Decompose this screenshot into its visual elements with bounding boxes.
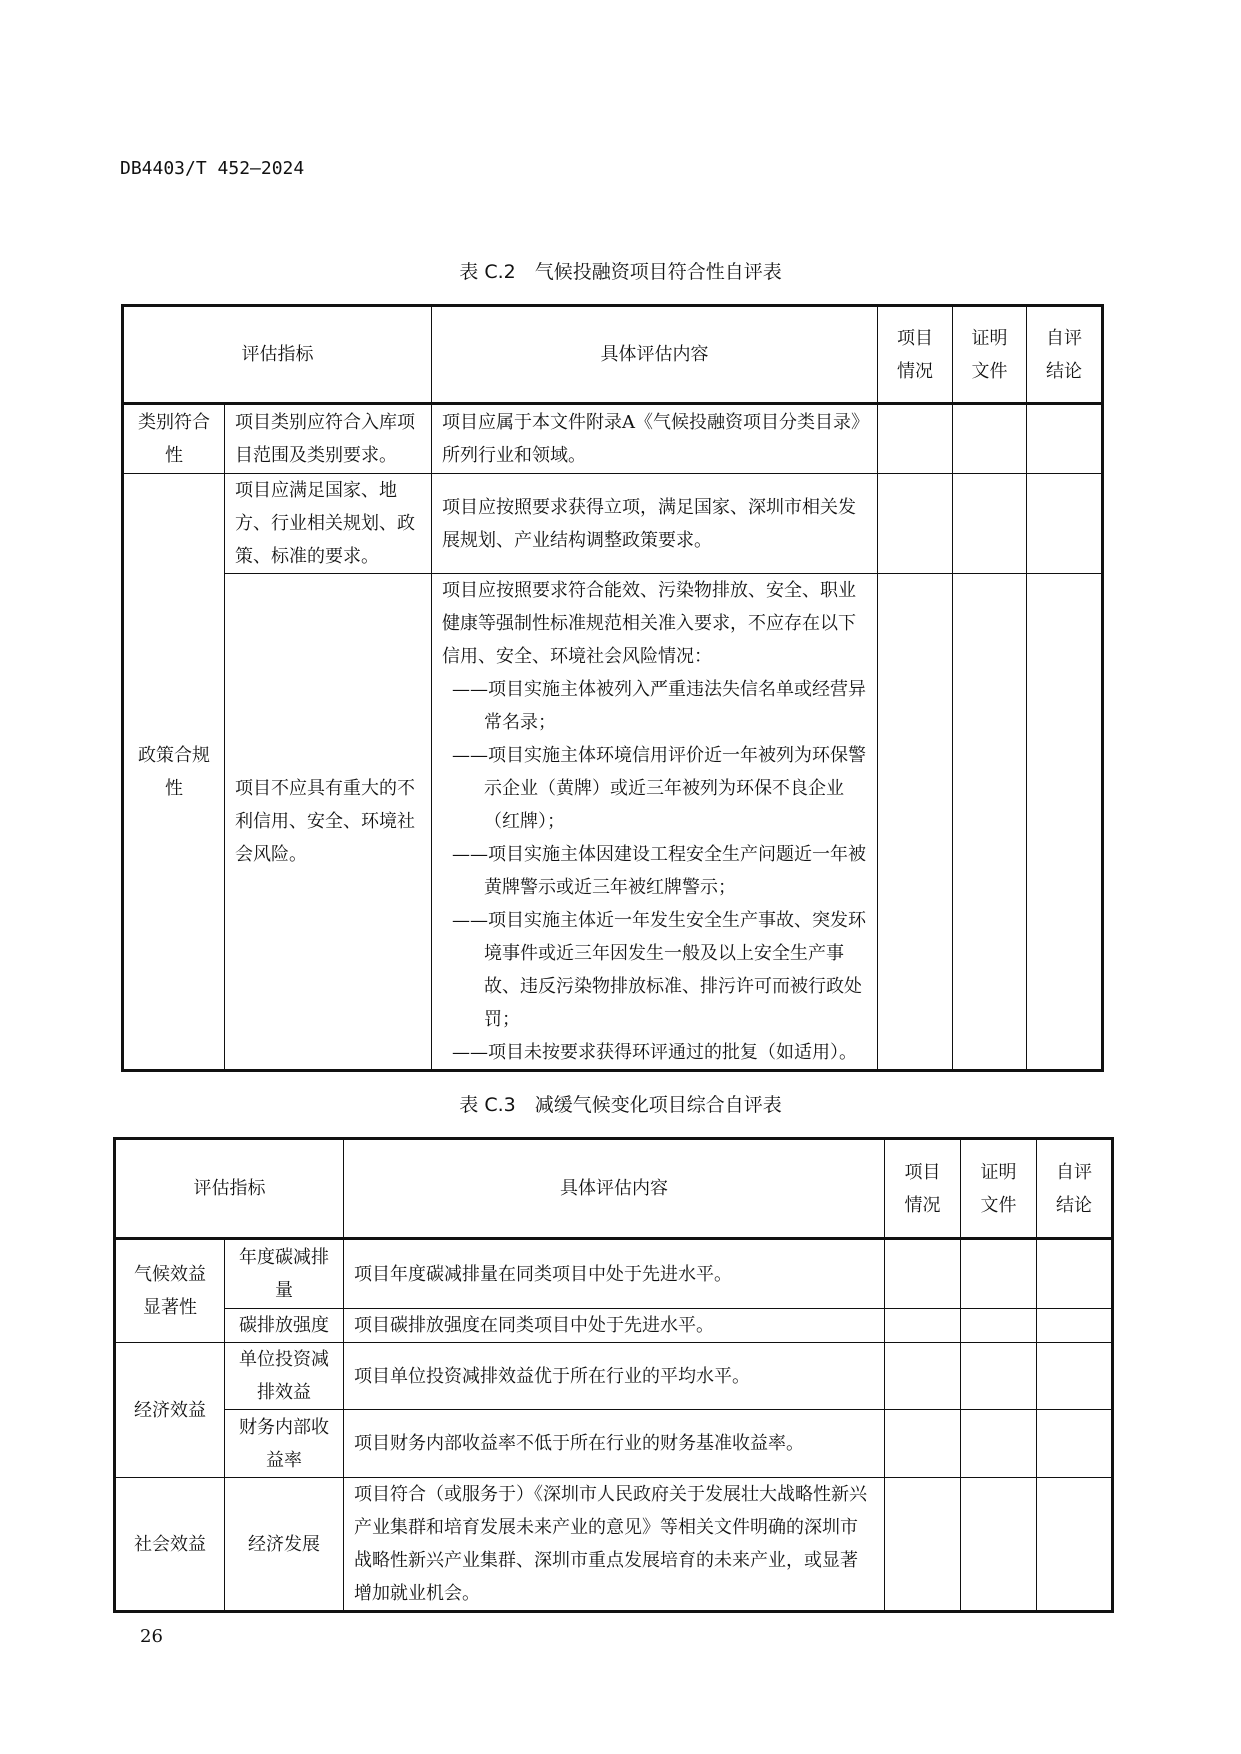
- table-row: [123, 404, 1103, 474]
- header-indicator: 评估指标: [115, 1139, 344, 1239]
- indicator-cell: 经济发展: [225, 1478, 344, 1612]
- indicator-cell: 年度碳减排量: [225, 1239, 344, 1309]
- status-cell[interactable]: [885, 1343, 961, 1410]
- category-cell: 类别符合性: [123, 404, 225, 474]
- category-cell: 气候效益显著性: [115, 1239, 225, 1343]
- proof-cell[interactable]: [961, 1343, 1037, 1410]
- table-row: [115, 1410, 1113, 1478]
- status-cell[interactable]: [878, 474, 953, 574]
- content-cell: 项目碳排放强度在同类项目中处于先进水平。: [344, 1309, 885, 1343]
- indicator-cell: 项目应满足国家、地方、行业相关规划、政策、标准的要求。: [225, 474, 432, 574]
- content-cell: 项目年度碳减排量在同类项目中处于先进水平。: [344, 1239, 885, 1309]
- table-row: [115, 1309, 1113, 1343]
- table-c3: [113, 1137, 1114, 1613]
- content-cell: 项目单位投资减排效益优于所在行业的平均水平。: [344, 1343, 885, 1410]
- indicator-cell: 项目类别应符合入库项目范围及类别要求。: [225, 404, 432, 474]
- content-cell: 项目应属于本文件附录A《气候投融资项目分类目录》所列行业和领域。: [432, 404, 878, 474]
- proof-cell[interactable]: [953, 574, 1027, 1071]
- header-proof: 证明 文件: [961, 1139, 1037, 1239]
- status-cell[interactable]: [878, 404, 953, 474]
- proof-cell[interactable]: [953, 474, 1027, 574]
- table-c2-caption: 表 C.2 气候投融资项目符合性自评表: [459, 261, 782, 283]
- table-c3-caption: 表 C.3 减缓气候变化项目综合自评表: [459, 1094, 782, 1116]
- table-row: [115, 1239, 1113, 1309]
- page-number: 26: [140, 1626, 163, 1647]
- content-cell: 项目应按照要求符合能效、污染物排放、安全、职业健康等强制性标准规范相关准入要求，不应存在以下信用、安全、环境社会风险情况： ——项目实施主体被列入严重违法失信名单或经营异常名录； ——项目实施主体环境信用评价近一年被列为环保警示企业（黄牌）或近三年被列为环保不良企业（红牌）； ——项目实施主体因建设工程安全生产问题近一年被黄牌警示或近三年被红牌警示； ——项目实施主体近一年发生安全生产事故、突发环境事件或近三年因发生一般及以上安全生产事故、违反污染物排放标准、排污许可而被行政处罚； ——项目未按要求获得环评通过的批复（如适用）。: [432, 574, 878, 1071]
- conclusion-cell[interactable]: [1037, 1239, 1113, 1309]
- content-cell: 项目财务内部收益率不低于所在行业的财务基准收益率。: [344, 1410, 885, 1478]
- header-content: 具体评估内容: [344, 1139, 885, 1239]
- conclusion-cell[interactable]: [1037, 1309, 1113, 1343]
- status-cell[interactable]: [878, 574, 953, 1071]
- content-cell: 项目应按照要求获得立项，满足国家、深圳市相关发展规划、产业结构调整政策要求。: [432, 474, 878, 574]
- conclusion-cell[interactable]: [1037, 1343, 1113, 1410]
- conclusion-cell[interactable]: [1037, 1410, 1113, 1478]
- status-cell[interactable]: [885, 1478, 961, 1612]
- header-indicator: 评估指标: [123, 306, 432, 404]
- header-status: 项目 情况: [878, 306, 953, 404]
- proof-cell[interactable]: [961, 1478, 1037, 1612]
- indicator-cell: 财务内部收益率: [225, 1410, 344, 1478]
- header-conclusion: 自评 结论: [1027, 306, 1103, 404]
- conclusion-cell[interactable]: [1027, 574, 1103, 1071]
- status-cell[interactable]: [885, 1239, 961, 1309]
- proof-cell[interactable]: [961, 1309, 1037, 1343]
- proof-cell[interactable]: [953, 404, 1027, 474]
- document-code: DB4403/T 452—2024: [120, 158, 305, 179]
- table-row: [115, 1478, 1113, 1612]
- table-row: [123, 474, 1103, 574]
- header-content: 具体评估内容: [432, 306, 878, 404]
- table-row: [123, 574, 1103, 1071]
- category-cell: 政策合规性: [123, 474, 225, 1071]
- conclusion-cell[interactable]: [1027, 474, 1103, 574]
- category-cell: 社会效益: [115, 1478, 225, 1612]
- indicator-cell: 单位投资减排效益: [225, 1343, 344, 1410]
- header-proof: 证明 文件: [953, 306, 1027, 404]
- proof-cell[interactable]: [961, 1239, 1037, 1309]
- status-cell[interactable]: [885, 1309, 961, 1343]
- header-conclusion: 自评 结论: [1037, 1139, 1113, 1239]
- conclusion-cell[interactable]: [1037, 1478, 1113, 1612]
- indicator-cell: 项目不应具有重大的不利信用、安全、环境社会风险。: [225, 574, 432, 1071]
- category-cell: 经济效益: [115, 1343, 225, 1478]
- content-cell: 项目符合（或服务于）《深圳市人民政府关于发展壮大战略性新兴产业集群和培育发展未来产业的意见》等相关文件明确的深圳市战略性新兴产业集群、深圳市重点发展培育的未来产业，或显著增加就业机会。: [344, 1478, 885, 1612]
- table-row: [115, 1343, 1113, 1410]
- proof-cell[interactable]: [961, 1410, 1037, 1478]
- indicator-cell: 碳排放强度: [225, 1309, 344, 1343]
- status-cell[interactable]: [885, 1410, 961, 1478]
- conclusion-cell[interactable]: [1027, 404, 1103, 474]
- header-status: 项目 情况: [885, 1139, 961, 1239]
- table-c2: [121, 304, 1104, 1072]
